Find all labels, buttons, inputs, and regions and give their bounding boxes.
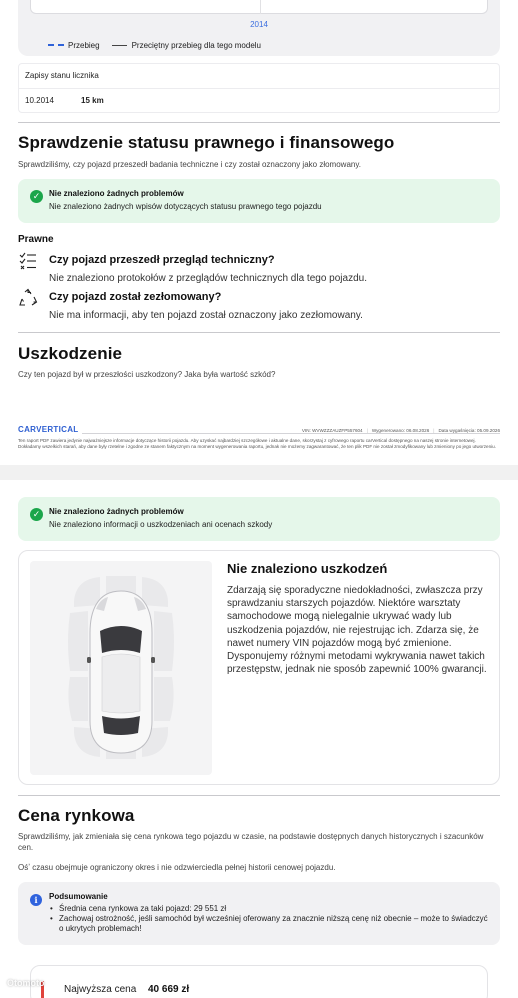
damage-status-ok-box — [18, 497, 500, 541]
damage-card — [18, 550, 500, 785]
check-circle-icon: ✓ — [30, 508, 43, 521]
table-row — [19, 88, 499, 113]
panel-front-right — [142, 577, 168, 607]
list-item: • Średnia cena rynkowa za taki pojazd: 29 551 zł — [49, 904, 489, 914]
no-damage-title: Nie znaleziono uszkodzeń — [227, 561, 388, 576]
carvertical-logo: CARVERTICAL — [18, 425, 82, 434]
mileage-chart — [18, 0, 500, 56]
no-damage-text: Zdarzają się sporadyczne niedokładności, zwłaszcza przy sprawdzaniu starszych pojazdów. Niektóre warsztaty samochodowe mogą nielegalnie ukrywać wady lub uszkodzenia pojazdów, nie rejestrując ich. Zdarza się, że nawet numery VIN pojazdów mogą być zmienione. Dysponujemy różnymi metodami wykrywania nawet takich przestępstw, jednak nie sposób zapewnić 100% gwarancji. — [227, 585, 487, 676]
market-section-lead: Sprawdziliśmy, jak zmieniała się cena rynkowa tego pojazdu w czasie, na podstawie dostępnych danych historycznych i szacunków cen. — [18, 832, 484, 852]
legend-item-average: Przeciętny przebieg dla tego modelu — [131, 40, 261, 50]
legal-subheading: Prawne — [18, 234, 54, 245]
footer-divider — [18, 433, 500, 434]
panel-left-rear — [68, 677, 88, 721]
check-answer-inspection: Nie znaleziono protokołów z przeglądów technicznych dla tego pojazdu. — [49, 273, 367, 284]
ok-box-title: Nie znaleziono żadnych problemów — [49, 507, 184, 516]
section-divider — [18, 795, 500, 796]
check-question-inspection: Czy pojazd przeszedł przegląd techniczny? — [49, 254, 275, 266]
market-section-note: Ośʼ czasu obejmuje ograniczony okres i nie odzwierciedla pełnej historii cenowej pojazdu. — [18, 863, 336, 872]
legal-section-title: Sprawdzenie statusu prawnego i finansowego — [18, 133, 395, 152]
market-section-title: Cena rynkowa — [18, 806, 135, 825]
highest-price-value: 40 669 zł — [148, 984, 190, 995]
check-question-scrapped: Czy pojazd został zezłomowany? — [49, 291, 222, 303]
chart-legend — [48, 40, 261, 50]
odometer-table-header: Zapisy stanu licznika — [25, 71, 99, 80]
damage-section-title: Uszkodzenie — [18, 344, 123, 363]
list-item: • Zachowaj ostrożność, jeśli samochód był wcześniej oferowany za znacznie niższą cenę niż obecnie – może to świadczyć o ukrytych problemach! — [49, 914, 489, 934]
footer-expires: Data wygaśnięcia: 05.09.2026 — [438, 428, 500, 433]
odometer-table — [18, 63, 500, 113]
legend-item-mileage: Przebieg — [68, 40, 100, 50]
checklist-icon — [18, 251, 38, 271]
panel-front-left — [74, 577, 100, 607]
legal-status-ok-box — [18, 179, 500, 223]
panel-left-front — [68, 611, 88, 671]
legend-solid-line-icon — [112, 45, 127, 46]
footer-generated: Wygenerowano: 06.08.2026 — [371, 428, 430, 433]
legend-dashed-line-icon — [48, 44, 64, 46]
ok-box-text: Nie znaleziono informacji o uszkodzeniach ani ocenach szkody — [49, 520, 273, 529]
footer-meta: VIN: WVWZZZAUZFP557604 | Wygenerowano: 06.08.2026 | Data wygaśnięcia: 05.09.2026 — [298, 428, 500, 433]
market-summary-box — [18, 882, 500, 945]
chart-plot-area — [30, 0, 488, 14]
highest-price-label: Najwyższa cena — [64, 984, 137, 995]
report-footer — [18, 425, 500, 460]
otomoto-watermark: Otomoto — [7, 978, 45, 988]
ok-box-text: Nie znaleziono żadnych wpisów dotyczących statusu prawnego tego pojazdu — [49, 202, 322, 211]
recycle-icon — [18, 288, 38, 308]
report-page-1 — [0, 0, 518, 465]
odometer-km: 15 km — [81, 96, 104, 105]
footer-disclaimer: Ten raport PDF zawiera jedynie najważniejsze informacje dotyczące historii pojazdu. Aby uzyskać najbardziej szczegółowe i aktualne dane, skorzystaj z cyfrowego raportu carVertical dostępnego na naszej stronie internetowej. Dokładamy wszelkich starań, aby dane były rzetelne i zgodne ze stanem faktycznym na moment wygenerowania raportu, jednak nie możemy zagwarantować, że ten plik PDF nie został zmodyfikowany lub zmieniony po jego utworzeniu. — [18, 438, 496, 449]
car-body — [87, 591, 155, 753]
damage-section-lead: Czy ten pojazd był w przeszłości uszkodzony? Jaka była wartość szkód? — [18, 370, 276, 379]
summary-list — [49, 904, 489, 934]
legal-section-lead: Sprawdziliśmy, czy pojazd przeszedł badania techniczne i czy został oznaczony jako złomowany. — [18, 160, 361, 169]
footer-vin: VIN: WVWZZZAUZFP557604 — [301, 428, 363, 433]
panel-right-rear — [154, 677, 174, 721]
summary-title: Podsumowanie — [49, 892, 108, 901]
car-top-view-image — [30, 561, 212, 775]
info-icon: i — [30, 894, 42, 906]
chart-x-tick-label: 2014 — [250, 20, 268, 29]
section-divider — [18, 332, 500, 333]
ok-box-title: Nie znaleziono żadnych problemów — [49, 189, 184, 198]
panel-right-front — [154, 611, 174, 671]
car-diagram — [30, 561, 212, 775]
highest-price-card — [30, 965, 488, 998]
check-answer-scrapped: Nie ma informacji, aby ten pojazd został oznaczony jako zezłomowany. — [49, 310, 363, 321]
check-circle-icon: ✓ — [30, 190, 43, 203]
chart-gridline — [260, 0, 261, 14]
section-divider — [18, 122, 500, 123]
odometer-date: 10.2014 — [25, 96, 54, 105]
